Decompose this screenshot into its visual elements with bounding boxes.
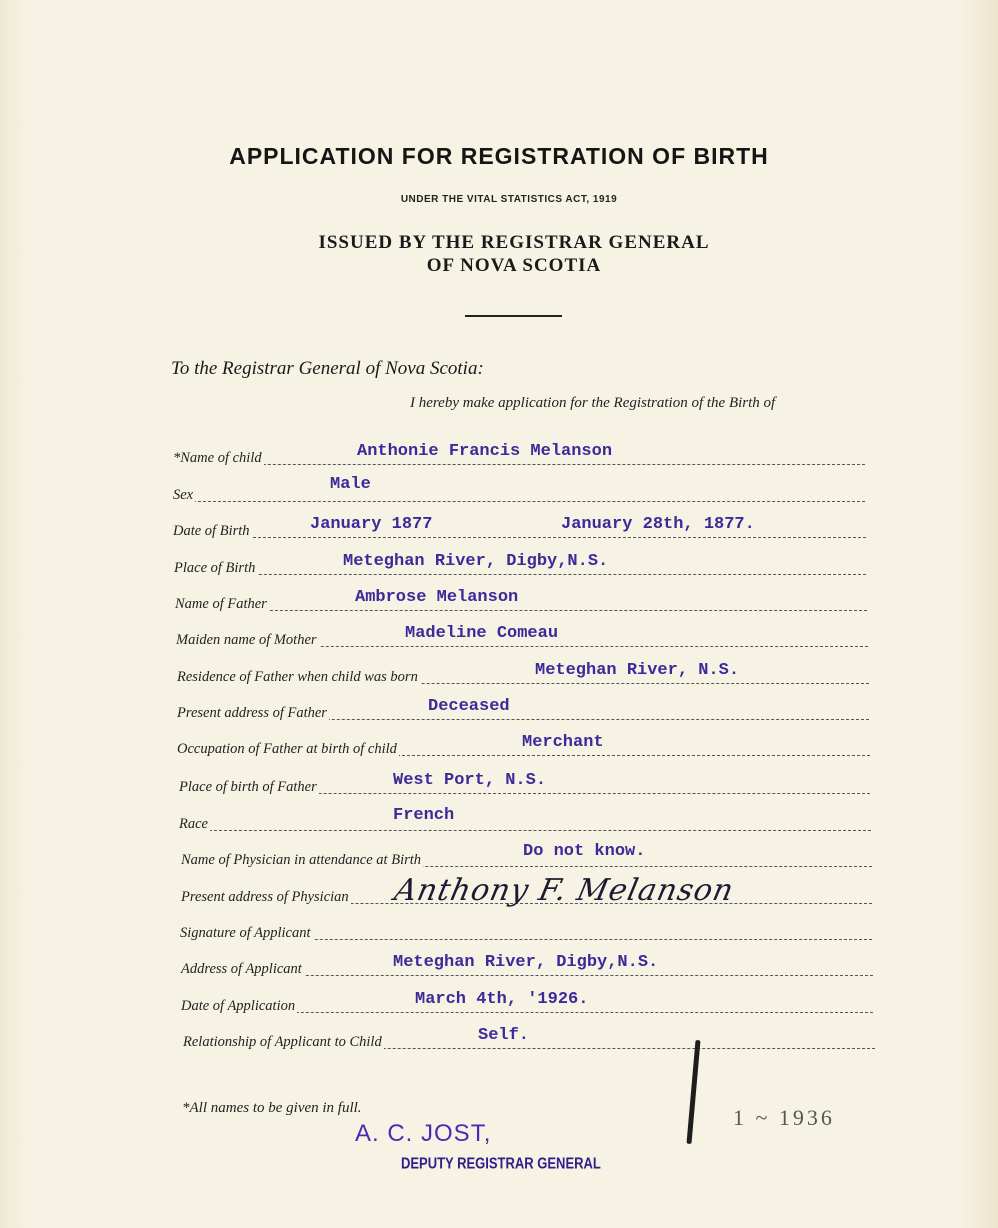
issuer	[0, 231, 998, 277]
field-label: Place of birth of Father	[179, 779, 317, 795]
field-value: Meteghan River, N.S.	[535, 661, 740, 680]
divider	[465, 315, 562, 317]
field-value: Do not know.	[523, 842, 646, 861]
field-residence-of-father	[177, 661, 869, 686]
stamp-number: 1 ~ 1936	[733, 1105, 835, 1130]
footnote: *All names to be given in full.	[182, 1100, 362, 1116]
field-occupation-of-father	[177, 733, 870, 758]
field-label: Maiden name of Mother	[176, 632, 317, 648]
field-value: French	[393, 806, 455, 825]
field-name-of-child	[173, 442, 865, 467]
field-value: Ambrose Melanson	[355, 588, 519, 607]
field-value: Self.	[478, 1026, 530, 1045]
field-value: Meteghan River, Digby,N.S.	[343, 552, 609, 571]
field-label: Name of Physician in attendance at Birth	[181, 852, 422, 868]
field-value: Madeline Comeau	[405, 624, 559, 643]
field-label: Present address of Physician	[181, 889, 349, 905]
field-label: Relationship of Applicant to Child	[183, 1034, 382, 1050]
field-value: March 4th, '1926.	[415, 990, 589, 1009]
field-value: January 1877	[310, 515, 433, 534]
field-maiden-name-of-mother	[176, 624, 868, 649]
field-date-of-application	[181, 990, 873, 1015]
field-present-address-of-father	[177, 697, 869, 722]
issuer-line-2: OF NOVA SCOTIA	[426, 255, 602, 276]
field-value: Anthonie Francis Melanson	[357, 442, 613, 461]
field-value-2: January 28th, 1877.	[561, 515, 755, 534]
field-value: West Port, N.S.	[393, 771, 547, 790]
field-label: Date of Birth	[173, 523, 250, 539]
salutation: To the Registrar General of Nova Scotia:	[171, 358, 484, 379]
field-signature-of-applicant	[180, 922, 872, 942]
field-value: Deceased	[428, 697, 510, 716]
field-label: Signature of Applicant	[180, 925, 311, 941]
handwritten-signature: Anthony F. Melanson	[391, 873, 738, 908]
field-label: Address of Applicant	[181, 961, 302, 977]
field-value: Merchant	[522, 733, 604, 752]
field-sex	[173, 475, 865, 504]
field-label: Present address of Father	[177, 705, 327, 721]
field-place-of-birth	[174, 552, 866, 577]
document-subtitle: UNDER THE VITAL STATISTICS ACT, 1919	[400, 194, 618, 205]
intro-text: I hereby make application for the Registration of the Birth of	[410, 395, 776, 411]
field-label: *Name of child	[173, 450, 262, 466]
registrar-stamp-title: DEPUTY REGISTRAR GENERAL	[401, 1154, 601, 1172]
issuer-line-1: ISSUED BY THE REGISTRAR GENERAL	[318, 232, 710, 253]
field-race	[179, 806, 871, 833]
field-address-of-applicant	[181, 953, 873, 978]
field-place-of-birth-of-father	[179, 771, 870, 796]
field-value: Male	[330, 475, 371, 494]
field-label: Place of Birth	[174, 560, 256, 576]
field-label: Date of Application	[181, 998, 296, 1014]
field-label: Residence of Father when child was born	[177, 669, 418, 685]
field-date-of-birth	[173, 515, 866, 540]
document-title: APPLICATION FOR REGISTRATION OF BIRTH	[229, 143, 769, 169]
field-label: Race	[179, 816, 208, 832]
field-label: Name of Father	[175, 596, 267, 612]
field-label: Occupation of Father at birth of child	[177, 741, 397, 757]
field-label: Sex	[173, 487, 194, 503]
field-relationship	[183, 1026, 875, 1051]
registrar-stamp-name: A. C. JOST,	[355, 1120, 492, 1147]
field-name-of-father	[175, 588, 867, 613]
field-value: Meteghan River, Digby,N.S.	[393, 953, 659, 972]
field-name-of-physician	[181, 842, 872, 869]
